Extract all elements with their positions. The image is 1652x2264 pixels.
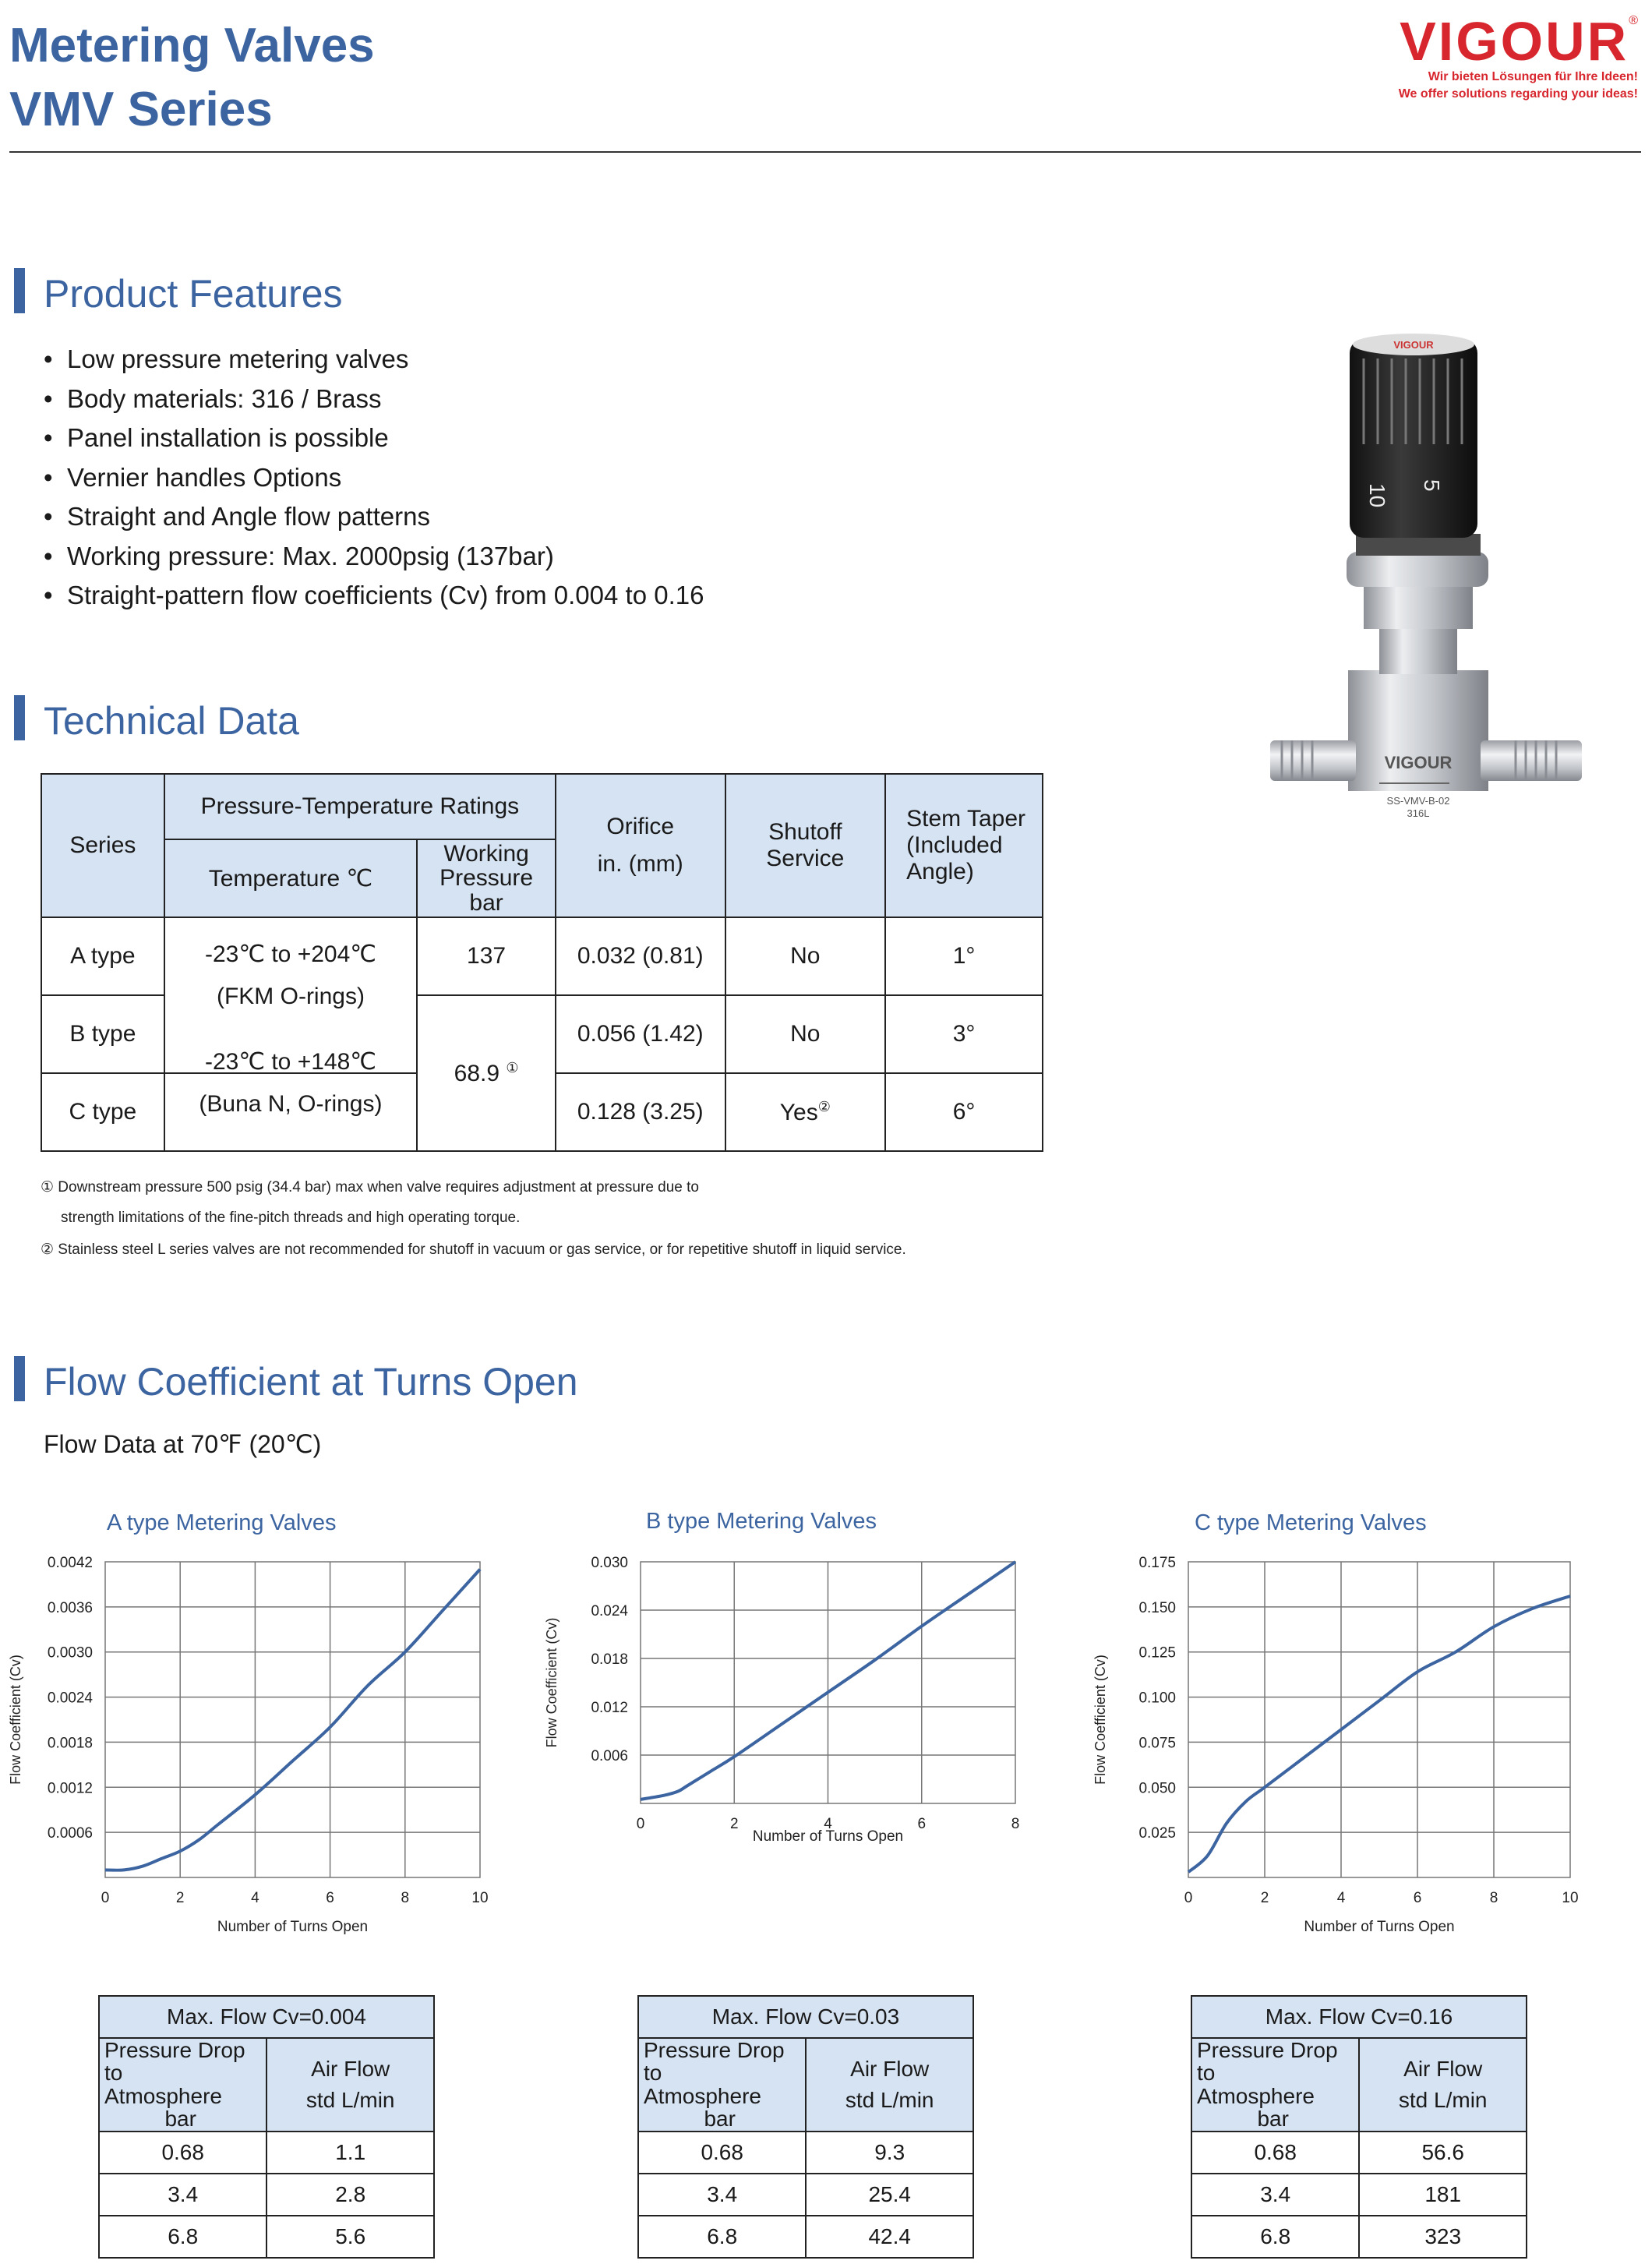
pressure-drop-header: Pressure Drop to Atmosphere bar	[1191, 2038, 1359, 2132]
cell-air-flow: 42.4	[806, 2216, 973, 2258]
y-tick-label: 0.125	[1138, 1644, 1176, 1662]
body-material-mark: 316L	[1407, 807, 1430, 819]
x-tick-label: 0	[1184, 1890, 1193, 1906]
y-tick-label: 0.0036	[47, 1599, 93, 1616]
knob-number-10: 10	[1365, 483, 1389, 508]
y-tick-label: 0.050	[1138, 1780, 1176, 1797]
y-tick-label: 0.0024	[47, 1690, 93, 1707]
y-tick-label: 0.025	[1138, 1825, 1176, 1842]
knob	[1350, 339, 1477, 538]
x-tick-label: 0	[101, 1890, 110, 1906]
flow-data-conditions: Flow Data at 70℉ (20℃)	[44, 1430, 322, 1458]
cell-working-pressure-a: 137	[417, 917, 556, 995]
table-row	[1191, 2132, 1527, 2174]
max-flow-header: Max. Flow Cv=0.03	[638, 1996, 973, 2038]
registered-mark: ®	[1629, 14, 1638, 27]
chart-b-title: B type Metering Valves	[646, 1509, 877, 1534]
x-tick-label: 8	[1489, 1890, 1498, 1906]
cell-pressure-drop: 3.4	[638, 2174, 806, 2216]
plot-area	[1188, 1562, 1570, 1877]
x-tick-label: 8	[401, 1890, 410, 1906]
max-flow-header: Max. Flow Cv=0.16	[1191, 1996, 1527, 2038]
flow-table	[98, 1995, 435, 2259]
cell-air-flow: 56.6	[1359, 2132, 1527, 2174]
y-tick-label: 0.075	[1138, 1735, 1176, 1752]
air-flow-header: Air Flow std L/min	[1359, 2038, 1527, 2132]
feature-item: • Working pressure: Max. 2000psig (137bar)	[41, 537, 704, 577]
technical-data-table	[41, 773, 1043, 1152]
footnote-2: ② Stainless steel L series valves are not recommended for shutoff in vacuum or gas service, or for repetitive shutoff in liquid service.	[41, 1241, 906, 1258]
cell-working-pressure-bc: 68.9 ①	[417, 995, 556, 1151]
col-header-working-pressure: Working Pressure bar	[417, 839, 556, 917]
footnote-1: ① Downstream pressure 500 psig (34.4 bar) max when valve requires adjustment at pressure due to	[41, 1179, 699, 1196]
y-axis-label: Flow Coefficient (Cv)	[8, 1655, 23, 1785]
y-tick-label: 0.018	[591, 1651, 628, 1668]
knob-number-5: 5	[1420, 479, 1444, 492]
y-axis-label: Flow Coefficient (Cv)	[1093, 1655, 1108, 1785]
x-tick-label: 6	[917, 1816, 927, 1832]
y-tick-label: 0.0018	[47, 1735, 93, 1752]
x-axis-label: Number of Turns Open	[1304, 1919, 1455, 1935]
feature-item: • Vernier handles Options	[41, 458, 704, 498]
y-tick-label: 0.100	[1138, 1690, 1176, 1707]
cell-air-flow: 5.6	[267, 2216, 434, 2258]
chart-c	[1083, 1543, 1629, 1948]
cell-orifice: 0.056 (1.42)	[556, 995, 725, 1073]
cell-pressure-drop: 0.68	[638, 2132, 806, 2174]
col-header-temperature: Temperature ℃	[164, 839, 417, 917]
y-tick-label: 0.006	[591, 1748, 628, 1764]
cell-air-flow: 2.8	[267, 2174, 434, 2216]
valve-product-image	[1247, 327, 1605, 857]
chart-c-title: C type Metering Valves	[1195, 1510, 1427, 1535]
feature-item: • Panel installation is possible	[41, 419, 704, 458]
section-title: Product Features	[44, 272, 343, 316]
col-header-orifice: Orifice in. (mm)	[556, 774, 725, 917]
y-tick-label: 0.0030	[47, 1644, 93, 1662]
y-tick-label: 0.024	[591, 1603, 628, 1619]
table-row	[638, 2216, 973, 2258]
cell-pressure-drop: 3.4	[1191, 2174, 1359, 2216]
air-flow-header: Air Flow std L/min	[267, 2038, 434, 2132]
y-axis-label: Flow Coefficient (Cv)	[544, 1617, 559, 1748]
tagline-de: Wir bieten Lösungen für Ihre Ideen!	[1428, 70, 1638, 83]
table-row	[1191, 2174, 1527, 2216]
cell-shutoff: Yes②	[725, 1073, 886, 1151]
cell-pressure-drop: 0.68	[99, 2132, 267, 2174]
x-tick-label: 10	[471, 1890, 489, 1906]
table-row	[638, 2132, 973, 2174]
y-tick-label: 0.0012	[47, 1780, 93, 1797]
body-brand-mark: VIGOUR	[1384, 753, 1453, 772]
cell-temp-buna: -23℃ to +148℃ (Buna N, O-rings)	[164, 1073, 417, 1151]
cell-shutoff: No	[725, 917, 886, 995]
cell-air-flow: 1.1	[267, 2132, 434, 2174]
right-fitting	[1481, 740, 1582, 781]
max-flow-header: Max. Flow Cv=0.004	[99, 1996, 434, 2038]
bonnet-hex	[1364, 581, 1473, 629]
x-tick-label: 4	[251, 1890, 259, 1906]
x-tick-label: 6	[1413, 1890, 1422, 1906]
cell-stem: 1°	[885, 917, 1043, 995]
cell-series: B type	[41, 995, 164, 1073]
table-row	[99, 2174, 434, 2216]
col-header-shutoff: Shutoff Service	[725, 774, 886, 917]
y-tick-label: 0.175	[1138, 1555, 1176, 1571]
flow-table-c	[1191, 1995, 1527, 2259]
chart-a-title: A type Metering Valves	[107, 1510, 337, 1535]
cell-air-flow: 181	[1359, 2174, 1527, 2216]
header-divider	[9, 151, 1641, 153]
cell-orifice: 0.032 (0.81)	[556, 917, 725, 995]
col-header-ptr: Pressure-Temperature Ratings	[164, 774, 556, 839]
y-tick-label: 0.150	[1138, 1599, 1176, 1616]
body-model-mark: SS-VMV-B-02	[1386, 795, 1450, 807]
x-tick-label: 2	[729, 1816, 739, 1832]
knob-cap-label: VIGOUR	[1393, 339, 1434, 351]
section-title: Flow Coefficient at Turns Open	[44, 1360, 578, 1404]
x-tick-label: 4	[1336, 1890, 1346, 1906]
pressure-drop-header: Pressure Drop to Atmosphere bar	[99, 2038, 267, 2132]
table-row	[1191, 2216, 1527, 2258]
x-tick-label: 2	[175, 1890, 185, 1906]
col-header-series: Series	[41, 774, 164, 917]
cell-series: A type	[41, 917, 164, 995]
cell-pressure-drop: 6.8	[99, 2216, 267, 2258]
cell-series: C type	[41, 1073, 164, 1151]
x-tick-label: 0	[636, 1816, 645, 1832]
x-tick-label: 4	[824, 1816, 832, 1832]
cell-stem: 3°	[885, 995, 1043, 1073]
x-axis-label: Number of Turns Open	[752, 1828, 904, 1845]
feature-item: • Straight and Angle flow patterns	[41, 497, 704, 537]
x-axis-label: Number of Turns Open	[217, 1919, 369, 1935]
feature-item: • Body materials: 316 / Brass	[41, 380, 704, 419]
x-tick-label: 8	[1011, 1816, 1020, 1832]
cell-stem: 6°	[885, 1073, 1043, 1151]
section-marker	[14, 268, 25, 313]
y-tick-label: 0.030	[591, 1555, 628, 1571]
feature-list	[41, 340, 704, 616]
cell-temp-fkm: -23℃ to +204℃ (FKM O-rings)	[164, 917, 417, 1073]
x-tick-label: 10	[1562, 1890, 1579, 1906]
tagline-en: We offer solutions regarding your ideas!	[1398, 87, 1638, 101]
cell-pressure-drop: 6.8	[1191, 2216, 1359, 2258]
cell-orifice: 0.128 (3.25)	[556, 1073, 725, 1151]
x-tick-label: 2	[1260, 1890, 1269, 1906]
y-tick-label: 0.012	[591, 1700, 628, 1716]
air-flow-header: Air Flow std L/min	[806, 2038, 973, 2132]
y-tick-label: 0.0006	[47, 1825, 93, 1842]
cell-air-flow: 9.3	[806, 2132, 973, 2174]
feature-item: • Straight-pattern flow coefficients (Cv) from 0.004 to 0.16	[41, 576, 704, 616]
page-title: Metering Valves	[9, 19, 375, 72]
cell-shutoff: No	[725, 995, 886, 1073]
flow-table-a	[98, 1995, 435, 2259]
flow-table-b	[637, 1995, 974, 2259]
table-row	[99, 2216, 434, 2258]
cell-air-flow: 25.4	[806, 2174, 973, 2216]
cell-air-flow: 323	[1359, 2216, 1527, 2258]
brand-logo	[1389, 11, 1638, 102]
section-marker	[14, 1356, 25, 1401]
section-title: Technical Data	[44, 699, 299, 743]
chart-b	[538, 1543, 1068, 1870]
cell-pressure-drop: 6.8	[638, 2216, 806, 2258]
flow-table	[1191, 1995, 1527, 2259]
panel-nut	[1347, 552, 1488, 587]
chart-a	[0, 1543, 530, 1948]
x-tick-label: 6	[326, 1890, 334, 1906]
cell-pressure-drop: 0.68	[1191, 2132, 1359, 2174]
table-row	[638, 2174, 973, 2216]
brand-name: VIGOUR	[1400, 11, 1629, 72]
page-subtitle: VMV Series	[9, 83, 273, 136]
plot-area	[105, 1562, 480, 1877]
col-header-stem-taper: Stem Taper (Included Angle)	[885, 774, 1043, 917]
cell-pressure-drop: 3.4	[99, 2174, 267, 2216]
section-marker	[14, 695, 25, 740]
table-row	[99, 2132, 434, 2174]
pressure-drop-header: Pressure Drop to Atmosphere bar	[638, 2038, 806, 2132]
flow-table	[637, 1995, 974, 2259]
bonnet-lower	[1379, 627, 1457, 674]
table-row	[41, 917, 1043, 995]
footnote-1-continued: strength limitations of the fine-pitch threads and high operating torque.	[61, 1210, 521, 1226]
y-tick-label: 0.0042	[47, 1555, 93, 1571]
valve-body	[1348, 670, 1488, 791]
feature-item: • Low pressure metering valves	[41, 340, 704, 380]
